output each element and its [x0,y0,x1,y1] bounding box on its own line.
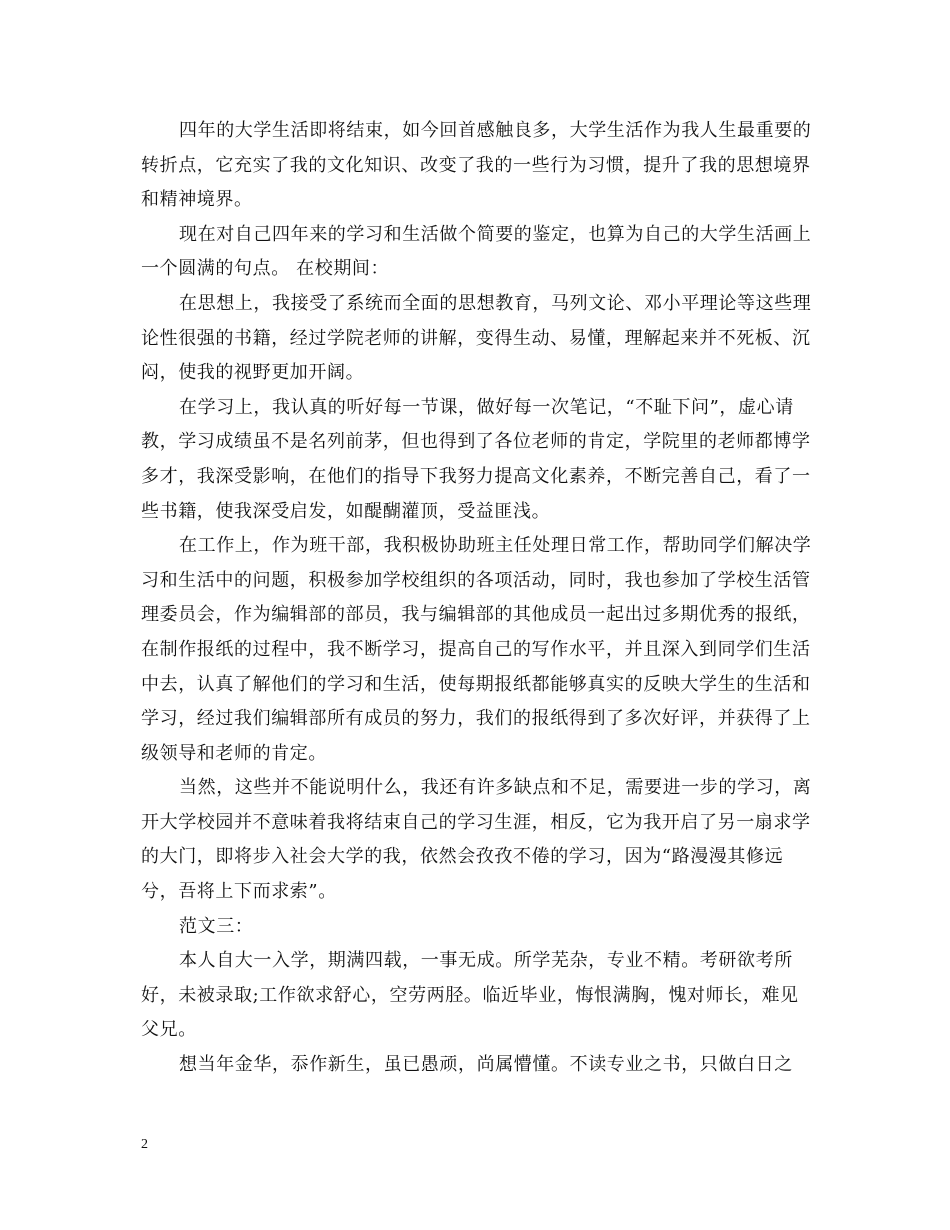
paragraph-conclusion: 当然，这些并不能说明什么，我还有许多缺点和不足，需要进一步的学习，离开大学校园并不意味着我将结束自己的学习生涯，相反，它为我开启了另一扇求学的大门，即将步入社会大学的我，依然会孜孜不倦的学习，因为“路漫漫其修远兮，吾将上下而求索”。 [141,777,812,903]
paragraph-intro: 四年的大学生活即将结束，如今回首感触良多，大学生活作为我人生最重要的转折点，它充实了我的文化知识、改变了我的一些行为习惯，提升了我的思想境界和精神境界。 [141,120,812,211]
paragraph-work: 在工作上，作为班干部，我积极协助班主任处理日常工作，帮助同学们解决学习和生活中的问题，积极参加学校组织的各项活动，同时，我也参加了学校生活管理委员会，作为编辑部的部员，我与编辑部的其他成员一起出过多期优秀的报纸，在制作报纸的过程中，我不断学习，提高自己的写作水平，并且深入到同学们生活中去，认真了解他们的学习和生活，使每期报纸都能够真实的反映大学生的生活和学习，经过我们编辑部所有成员的努力，我们的报纸得到了多次好评，并获得了上级领导和老师的肯定。 [141,535,812,764]
document-body [141,114,813,1083]
paragraph-sample-three-past: 想当年金华，忝作新生，虽已愚顽，尚属懵懂。不读专业之书，只做白日之 [179,1054,793,1076]
paragraph-thought: 在思想上，我接受了系统而全面的思想教育，马列文论、邓小平理论等这些理论性很强的书籍，经过学院老师的讲解，变得生动、易懂，理解起来并不死板、沉闷，使我的视野更加开阔。 [141,292,812,384]
paragraph-study: 在学习上，我认真的听好每一节课，做好每一次笔记，“不耻下问”，虚心请教，学习成绩虽不是名列前茅，但也得到了各位老师的肯定，学院里的老师都博学多才，我深受影响，在他们的指导下我努力提高文化素养，不断完善自己，看了一些书籍，使我深受启发，如醍醐灌顶，受益匪浅。 [141,396,811,522]
paragraph-sample-three-intro: 本人自大一入学，期满四载，一事无成。所学芜杂，专业不精。考研欲考所好，未被录取;工作欲求舒心，空劳两胫。临近毕业，悔恨满胸，愧对师长，难见父兄。 [141,950,799,1041]
page-number: 2 [141,1137,148,1152]
paragraph-summary: 现在对自己四年来的学习和生活做个简要的鉴定，也算为自己的大学生活画上一个圆满的句点。 在校期间： [141,223,812,280]
section-heading-sample-three: 范文三： [179,915,254,937]
